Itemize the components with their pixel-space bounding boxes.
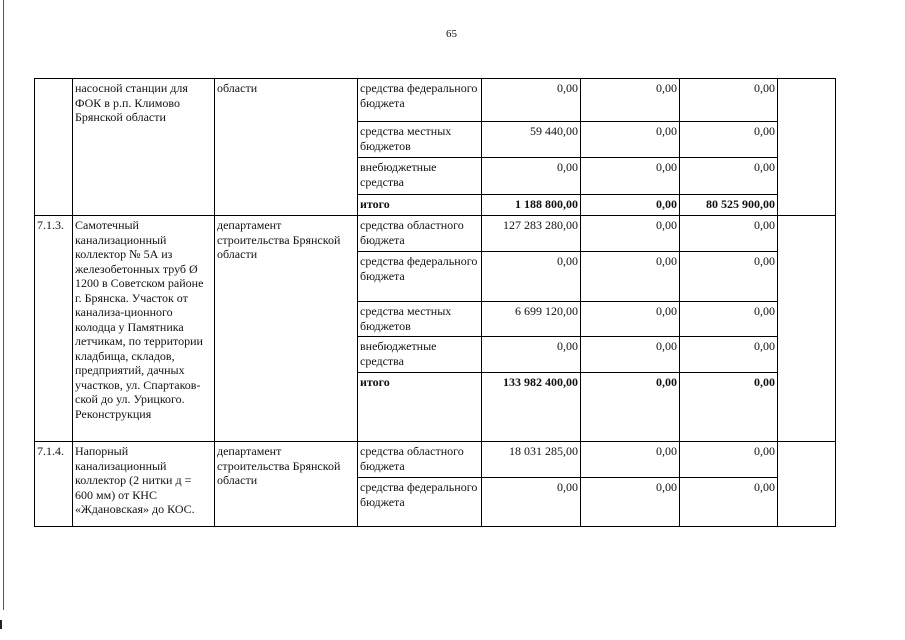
amount-1: 18 031 285,00 xyxy=(482,442,581,478)
total-amount-1: 1 188 800,00 xyxy=(482,195,581,216)
item-executor: области xyxy=(215,79,358,216)
amount-1: 0,00 xyxy=(482,79,581,122)
amount-2: 0,00 xyxy=(581,478,680,527)
scan-edge-mark xyxy=(0,620,2,629)
item-number: 7.1.4. xyxy=(35,442,73,527)
amount-2: 0,00 xyxy=(581,252,680,302)
item-name: Самотечный канализационный коллектор № 5А из железобетонных труб Ø 1200 в Советском районе г. Брянска. Участок от канализа-ционного колодца у Памятника летчикам, по территории кладбища, складов, предприятий, дачных участков, ул. Спартаков-ской до ул. Урицкого. Реконструкция xyxy=(73,216,215,442)
funding-source: внебюджетные средства xyxy=(358,158,482,195)
funding-source: внебюджетные средства xyxy=(358,337,482,373)
amount-1: 0,00 xyxy=(482,337,581,373)
item-number xyxy=(35,79,73,216)
amount-2: 0,00 xyxy=(581,122,680,158)
amount-2: 0,00 xyxy=(581,302,680,337)
total-amount-1: 133 982 400,00 xyxy=(482,373,581,442)
item-name: Напорный канализационный коллектор (2 нитки д = 600 мм) от КНС «Ждановская» до КОС. xyxy=(73,442,215,527)
note-cell xyxy=(778,79,836,216)
note-cell xyxy=(778,216,836,442)
amount-3: 0,00 xyxy=(680,122,778,158)
funding-source: средства местных бюджетов xyxy=(358,122,482,158)
amount-3: 0,00 xyxy=(680,216,778,252)
amount-1: 0,00 xyxy=(482,158,581,195)
amount-2: 0,00 xyxy=(581,442,680,478)
funding-source: средства областного бюджета xyxy=(358,216,482,252)
funding-source: средства областного бюджета xyxy=(358,442,482,478)
funding-source: средства федерального бюджета xyxy=(358,79,482,122)
amount-1: 6 699 120,00 xyxy=(482,302,581,337)
scan-left-edge-line xyxy=(3,0,4,610)
funding-source: средства федерального бюджета xyxy=(358,252,482,302)
item-name: насосной станции для ФОК в р.п. Климово Брянской области xyxy=(73,79,215,216)
amount-2: 0,00 xyxy=(581,79,680,122)
amount-2: 0,00 xyxy=(581,158,680,195)
table-row xyxy=(35,216,836,252)
amount-3: 0,00 xyxy=(680,478,778,527)
amount-3: 0,00 xyxy=(680,158,778,195)
amount-3: 0,00 xyxy=(680,442,778,478)
amount-3: 0,00 xyxy=(680,252,778,302)
table-row xyxy=(35,442,836,478)
table-row xyxy=(35,79,836,122)
total-amount-3: 0,00 xyxy=(680,373,778,442)
note-cell xyxy=(778,442,836,527)
funding-source-total: итого xyxy=(358,195,482,216)
amount-1: 127 283 280,00 xyxy=(482,216,581,252)
total-amount-2: 0,00 xyxy=(581,373,680,442)
amount-2: 0,00 xyxy=(581,216,680,252)
total-amount-2: 0,00 xyxy=(581,195,680,216)
funding-source: средства федерального бюджета xyxy=(358,478,482,527)
amount-3: 0,00 xyxy=(680,337,778,373)
item-executor: департамент строительства Брянской области xyxy=(215,442,358,527)
amount-3: 0,00 xyxy=(680,79,778,122)
budget-table xyxy=(34,78,836,527)
amount-3: 0,00 xyxy=(680,302,778,337)
amount-1: 0,00 xyxy=(482,478,581,527)
item-number: 7.1.3. xyxy=(35,216,73,442)
amount-2: 0,00 xyxy=(581,337,680,373)
page-number: 65 xyxy=(446,28,457,40)
amount-1: 0,00 xyxy=(482,252,581,302)
funding-source-total: итого xyxy=(358,373,482,442)
amount-1: 59 440,00 xyxy=(482,122,581,158)
total-amount-3: 80 525 900,00 xyxy=(680,195,778,216)
item-executor: департамент строительства Брянской области xyxy=(215,216,358,442)
funding-source: средства местных бюджетов xyxy=(358,302,482,337)
